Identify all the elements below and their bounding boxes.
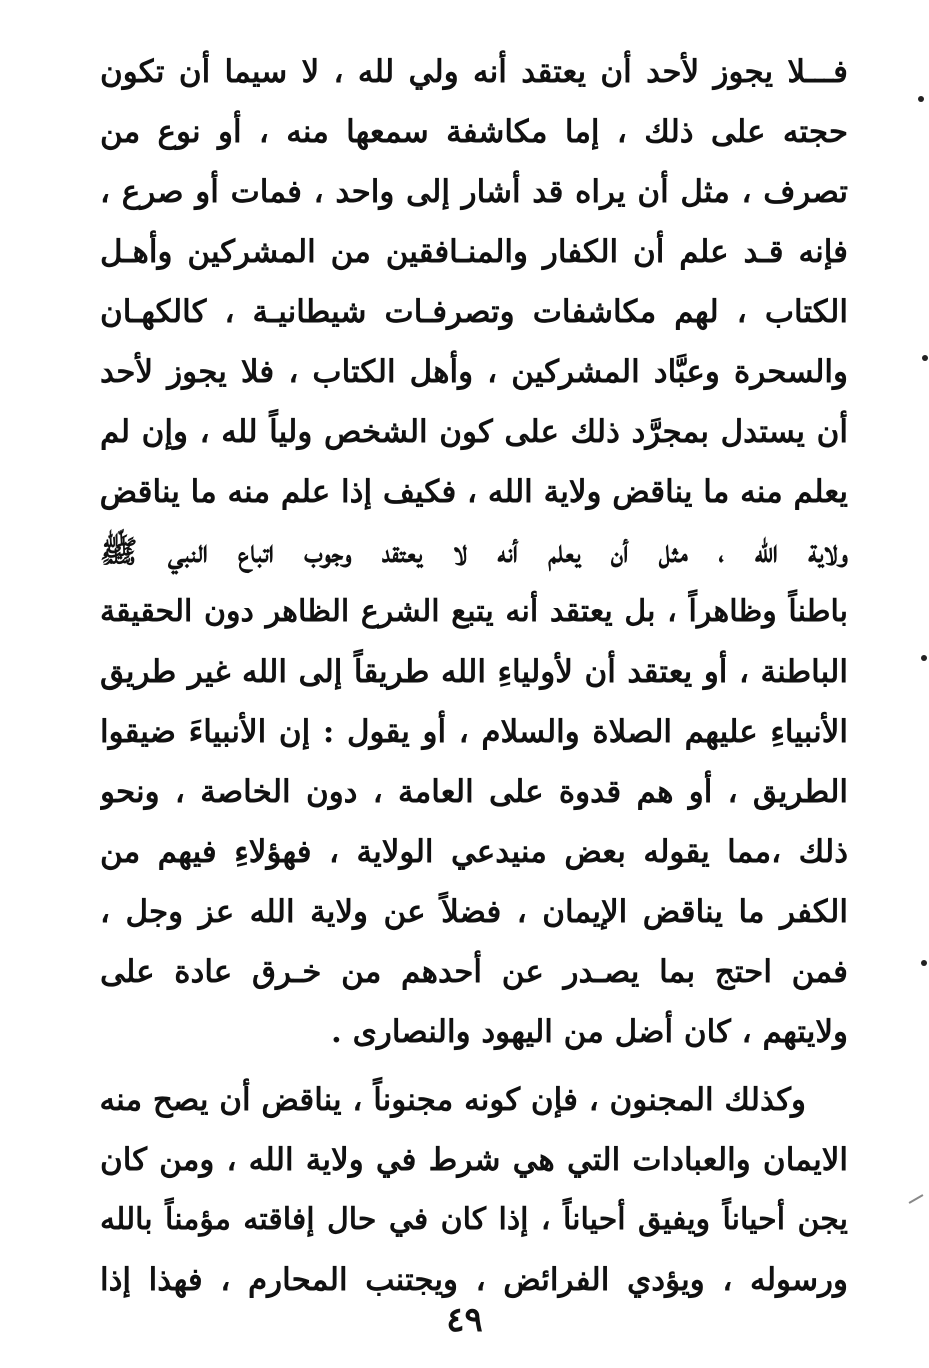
text-line: الايمان والعبادات التي هي شرط في ولاية الله ، ومن كان [100,1142,848,1178]
margin-dot-mark [918,96,924,102]
text-line: حجته على ذلك ، إما مكاشفة سمعها منه ، أو نوع من [100,114,848,150]
text-line: الباطنة ، أو يعتقد أن لأولياءِ الله طريقاً إلى الله غير طريق [100,654,848,690]
text-line: باطناً وظاهراً ، بل يعتقد أنه يتبع الشرع الظاهر دون الحقيقة [100,594,848,629]
text-line: ذلك ،مما يقوله بعض منيدعي الولاية ، فهؤلاءِ فيهم من [100,834,848,870]
text-line-last: ولايتهم ، كان أضل من اليهود والنصارى . [331,1014,848,1050]
paragraph-gap [100,1062,848,1070]
text-line: فـــلا يجوز لأحد أن يعتقد أنه ولي لله ، لا سيما أن تكون [100,54,848,90]
text-line: الكفر ما يناقض الإيمان ، فضلاً عن ولاية الله عز وجل ، [100,894,848,930]
margin-dot-mark [921,960,927,966]
text-line: يعلم منه ما يناقض ولاية الله ، فكيف إذا علم منه ما يناقض [100,474,848,510]
text-line-indented: وكذلك المجنون ، فإن كونه مجنوناً ، يناقض أن يصح منه [100,1082,806,1118]
text-line: فإنه قـد علم أن الكفار والمنـافقين من المشركين وأهـل [100,234,848,270]
margin-dot-mark [921,655,927,661]
text-line: أن يستدل بمجرَّد ذلك على كون الشخص ولياً لله ، وإن لم [100,414,848,450]
text-line: والسحرة وعبَّاد المشركين ، وأهل الكتاب ، فلا يجوز لأحد [100,354,848,390]
text-line: الطريق ، أو هم قدوة على العامة ، دون الخاصة ، ونحو [100,774,848,810]
text-line: فمن احتج بما يصـدر عن أحدهم من خـرق عادة على [100,954,848,990]
text-line: تصرف ، مثل أن يراه قد أشار إلى واحد ، فمات أو صرع ، [100,174,848,210]
text-line: يجن أحياناً ويفيق أحياناً ، إذا كان في حال إفاقته مؤمناً بالله [100,1202,848,1237]
text-line: ورسوله ، ويؤدي الفرائض ، ويجتنب المحارم ، فهذا إذا [100,1262,848,1298]
text-line: ولاية الله ، مثل أن يعلم أنه لا يعتقد وجوب اتباع النبي ﷺ [100,534,848,570]
text-line: الأنبياءِ عليهم الصلاة والسلام ، أو يقول : إن الأنبياءَ ضيقوا [100,714,848,750]
page-number: ٤٩ [446,1300,483,1340]
text-line: الكتاب ، لهم مكاشفات وتصرفـات شيطانيـة ، كالكهـان [100,294,848,330]
body-text [100,42,848,1310]
margin-dot-mark [922,355,928,361]
margin-pen-stroke [909,1194,924,1204]
